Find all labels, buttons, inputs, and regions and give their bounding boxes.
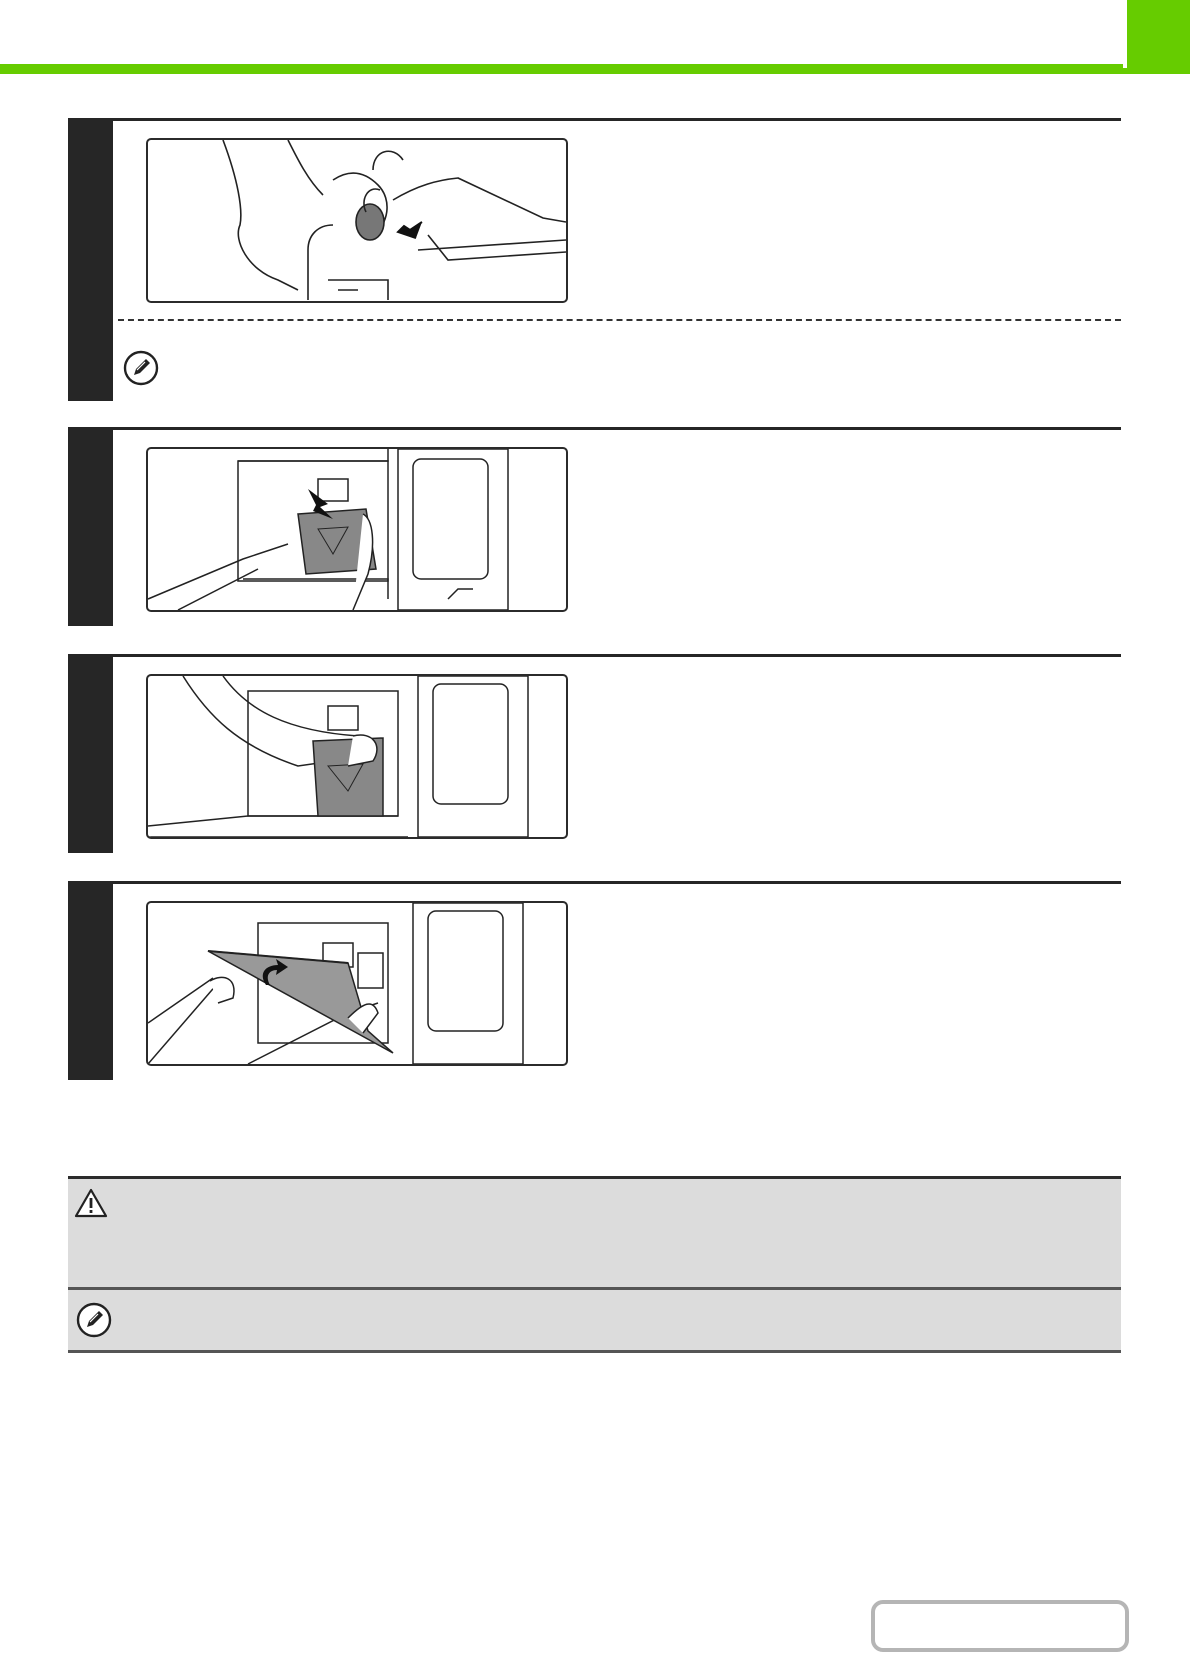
step-2: [68, 427, 1121, 626]
step-rule: [113, 118, 1121, 121]
step-number-bar: [68, 654, 113, 853]
caution-box: [68, 1176, 1121, 1290]
step-number-bar: [68, 427, 113, 626]
step-rule: [113, 427, 1121, 430]
note-pencil-icon: [76, 1302, 112, 1338]
step-rule: [113, 881, 1121, 884]
insert-toner-illustration: [146, 447, 568, 612]
step-number-bar: [68, 118, 113, 401]
note-pencil-icon: [123, 350, 159, 386]
step-1: [68, 118, 1121, 401]
push-toner-illustration: [146, 674, 568, 839]
step-number-bar: [68, 881, 113, 1080]
step-4: [68, 881, 1121, 1080]
header-accent-band: [0, 64, 1190, 74]
step-rule: [113, 654, 1121, 657]
warning-triangle-icon: [74, 1187, 108, 1219]
header-accent-tab: [1127, 0, 1190, 68]
header-accent-tab-edge: [1123, 0, 1127, 68]
close-cover-illustration: [146, 901, 568, 1066]
note-box: [68, 1290, 1121, 1353]
hand-press-illustration: [146, 138, 568, 303]
page-nav-button[interactable]: [871, 1600, 1129, 1652]
step-3: [68, 654, 1121, 853]
dashed-separator: [118, 319, 1121, 321]
